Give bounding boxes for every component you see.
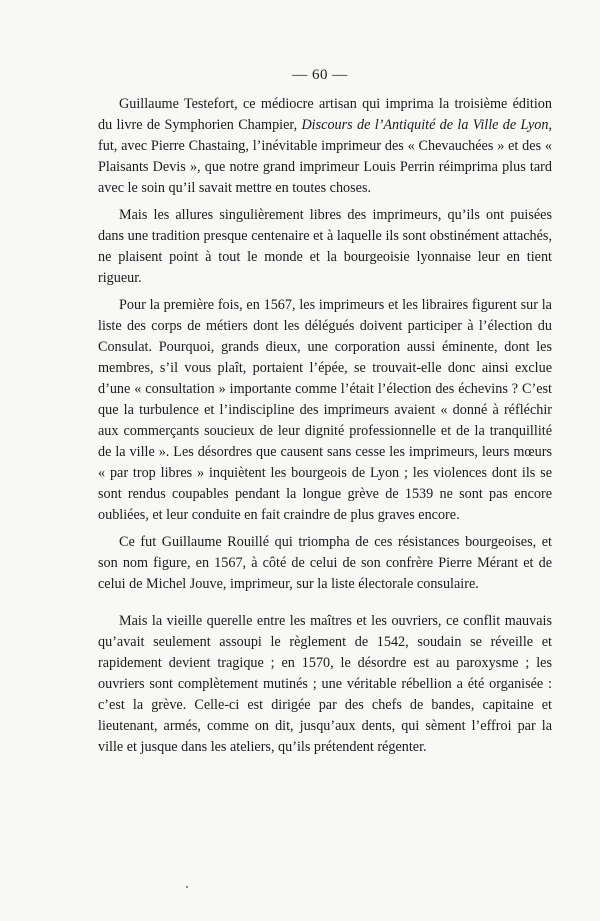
body-text — [98, 94, 552, 764]
paragraph-greve: Mais la vieille querelle entre les maîtres et les ouvriers, ce conflit mauvais qu’avait seulement assoupi le règlement de 1542, soudain se réveille et rapidement devient tragique ; en 1570, le désordre est au paroxysme ; les ouvriers sont complètement mutinés ; une véritable rébellion a été organisée : c’est la grève. Celle-ci est dirigée par des chefs de bandes, capitaine et lieutenant, armés, comme on dit, jusqu’aux dents, qui sèment l’effroi par la ville et jusque dans les ateliers, qu’ils prétendent régenter. — [98, 613, 552, 755]
book-title-italic: Discours de l’Antiquité de la Ville de Lyon — [301, 117, 549, 133]
paragraph-rouille: Ce fut Guillaume Rouillé qui triompha de ces résistances bourgeoises, et son nom figure, en 1567, à côté de celui de son confrère Pierre Mérant et de celui de Michel Jouve, imprimeur, sur la liste électorale consulaire. — [98, 534, 552, 592]
paragraph-consulat: Pour la première fois, en 1567, les imprimeurs et les libraires figurent sur la liste des corps de métiers dont les délégués doivent participer à l’élection du Consulat. Pourquoi, grands dieux, une corporation aussi éminente, dont les membres, s’il vous plaît, portaient l’épée, se trouvait-elle donc ainsi exclue d’une « consultation » importante comme l’était l’élection des échevins ? C’est que la turbulence et l’indiscipline des imprimeurs avaient « donné à réfléchir aux commerçants soucieux de leur dignité professionnelle et de la tranquillité de la ville ». Les désordres que causent sans cesse les imprimeurs, leurs mœurs « par trop libres » inquiètent les bourgeois de Lyon ; les violences dont ils se sont rendus coupables pendant la longue grève de 1539 ne sont pas encore oubliées, et leur conduite en fait craindre de plus graves encore. — [98, 297, 552, 523]
paper-speck — [186, 886, 188, 888]
paragraph-allures: Mais les allures singulièrement libres des imprimeurs, qu’ils ont puisées dans une tradition presque centenaire et à laquelle ils sont obstinément attachés, ne plaisent point à tout le monde et la bourgeoisie lyonnaise leur en tient rigueur. — [98, 207, 552, 286]
page-number: — 60 — — [292, 67, 348, 83]
paragraph-testefort — [98, 94, 552, 199]
paragraph-testefort-end: , fut, avec Pierre Chastaing, l’inévitable imprimeur des « Chevauchées » et des « Plaisants Devis », que notre grand imprimeur Louis Perrin réimprima plus tard avec le soin qu’il savait mettre en toutes choses. — [98, 117, 552, 196]
paragraph-testefort-start: Guillaume Testefort, ce médiocre artisan qui imprima la troisième édition du livre de Symphorien Champier, — [98, 96, 552, 133]
